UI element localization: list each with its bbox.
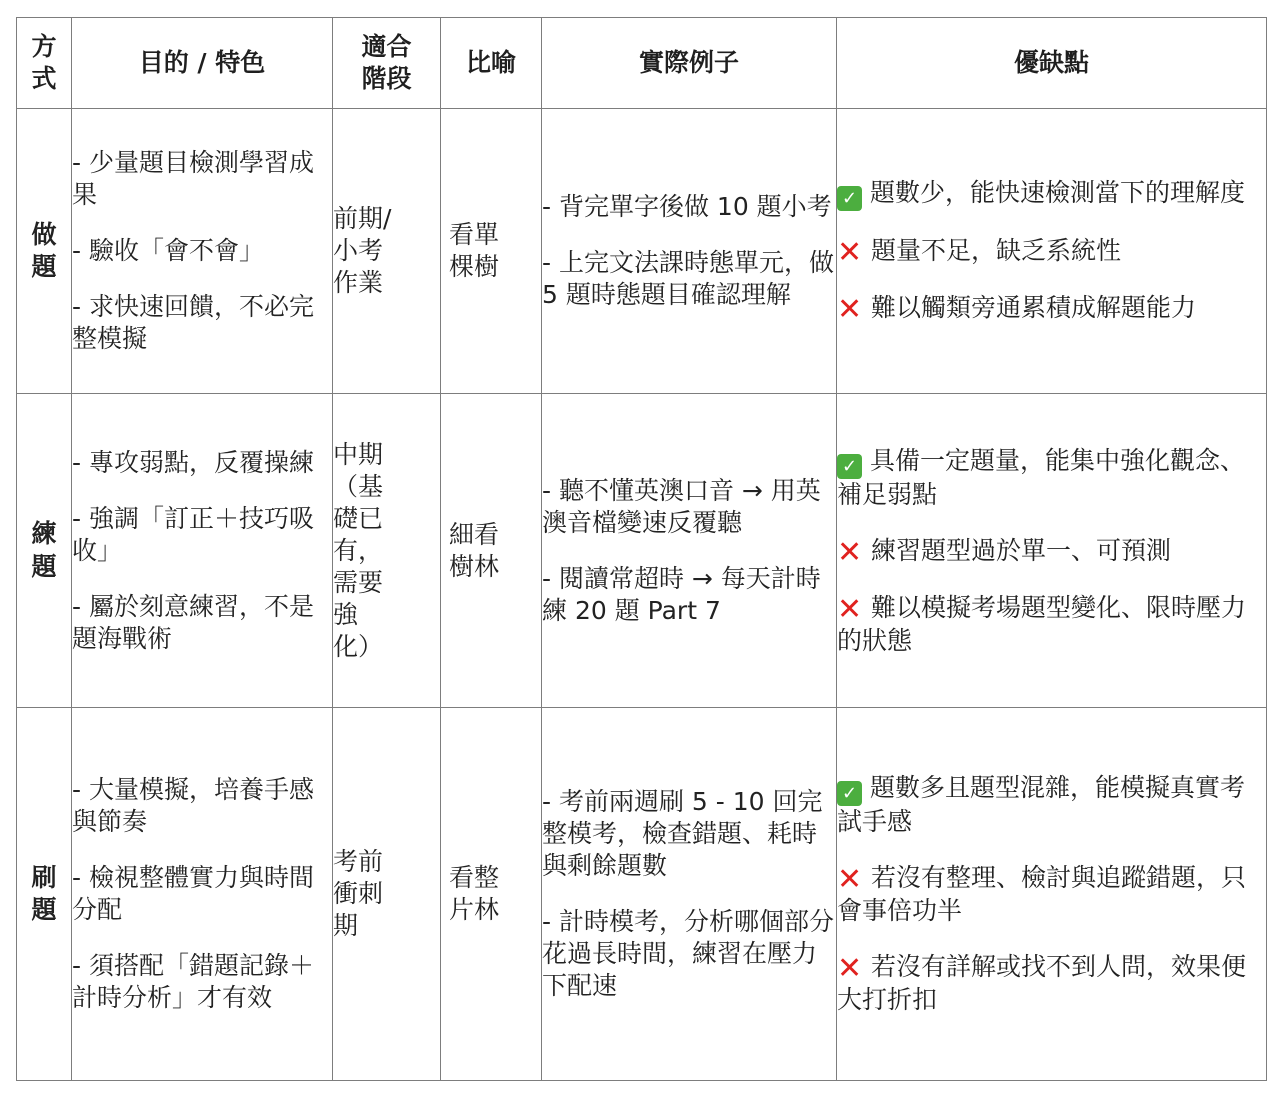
purpose-item: - 驗收「會不會」: [72, 236, 264, 265]
header-purpose: 目的 / 特色: [72, 18, 333, 109]
method-cell: 刷題: [17, 708, 72, 1081]
pro-item: ✓ 題數少，能快速檢測當下的理解度: [837, 177, 1266, 211]
table-row: [17, 708, 1267, 1081]
purpose-item: - 專攻弱點，反覆操練: [72, 447, 314, 477]
proscons-cell: [837, 708, 1267, 1081]
examples-cell: [542, 394, 837, 708]
header-row: [17, 18, 1267, 109]
stage-cell: 考前衝刺期: [333, 708, 441, 1081]
comparison-table: [16, 17, 1267, 1081]
example-item: - 計時模考，分析哪個部分花過長時間，練習在壓力下配速: [542, 907, 834, 1000]
con-item: ✕ 若沒有整理、檢討與追蹤錯題，只會事倍功半: [837, 862, 1247, 925]
example-item: - 背完單字後做 10 題小考: [542, 192, 832, 221]
example-item: - 聽不懂英澳口音 → 用英澳音檔變速反覆聽: [542, 475, 821, 537]
example-item: - 上完文法課時態單元，做 5 題時態題目確認理解: [542, 248, 834, 309]
cross-mark-icon: ✕: [837, 534, 863, 570]
examples-cell: [542, 708, 837, 1081]
table-row: [17, 109, 1267, 394]
method-cell: 做題: [17, 109, 72, 394]
purpose-item: - 大量模擬，培養手感與節奏: [72, 775, 314, 836]
check-mark-icon: ✓: [837, 781, 862, 806]
table-row: [17, 394, 1267, 708]
pro-item: ✓ 具備一定題量，能集中強化觀念、補足弱點: [837, 445, 1246, 509]
purpose-item: - 屬於刻意練習，不是題海戰術: [72, 591, 314, 653]
purpose-item: - 強調「訂正＋技巧吸收」: [72, 503, 314, 565]
purpose-cell: [72, 109, 333, 394]
header-method: 方式: [17, 18, 72, 109]
purpose-item: - 檢視整體實力與時間分配: [72, 863, 314, 924]
purpose-cell: [72, 708, 333, 1081]
purpose-cell: [72, 394, 333, 708]
con-item: ✕ 難以觸類旁通累積成解題能力: [837, 292, 1197, 327]
header-stage: 適合階段: [333, 18, 441, 109]
con-item: ✕ 題量不足，缺乏系統性: [837, 235, 1122, 270]
purpose-item: - 少量題目檢測學習成果: [72, 148, 314, 209]
examples-cell: [542, 109, 837, 394]
check-mark-icon: ✓: [837, 454, 862, 479]
stage-cell: 中期（基礎已有，需要強化）: [333, 394, 441, 708]
pro-item: ✓ 題數多且題型混雜，能模擬真實考試手感: [837, 773, 1246, 836]
metaphor-cell: 細看樹林: [441, 394, 542, 708]
check-mark-icon: ✓: [837, 186, 862, 211]
header-metaphor: 比喻: [441, 18, 542, 109]
cross-mark-icon: ✕: [837, 591, 863, 627]
example-item: - 考前兩週刷 5 - 10 回完整模考，檢查錯題、耗時與剩餘題數: [542, 787, 823, 880]
cross-mark-icon: ✕: [837, 951, 863, 986]
cross-mark-icon: ✕: [837, 235, 863, 270]
cross-mark-icon: ✕: [837, 292, 863, 327]
method-cell: 練題: [17, 394, 72, 708]
metaphor-cell: 看整片林: [441, 708, 542, 1081]
con-item: ✕ 難以模擬考場題型變化、限時壓力的狀態: [837, 591, 1247, 655]
con-item: ✕ 練習題型過於單一、可預測: [837, 534, 1172, 570]
header-proscons: 優缺點: [837, 18, 1267, 109]
purpose-item: - 求快速回饋，不必完整模擬: [72, 292, 314, 353]
cross-mark-icon: ✕: [837, 862, 863, 897]
proscons-cell: [837, 109, 1267, 394]
example-item: - 閱讀常超時 → 每天計時練 20 題 Part 7: [542, 563, 821, 625]
con-item: ✕ 若沒有詳解或找不到人問，效果便大打折扣: [837, 951, 1247, 1014]
header-examples: 實際例子: [542, 18, 837, 109]
purpose-item: - 須搭配「錯題記錄＋計時分析」才有效: [72, 951, 314, 1012]
metaphor-cell: 看單棵樹: [441, 109, 542, 394]
proscons-cell: [837, 394, 1267, 708]
stage-cell: 前期/小考作業: [333, 109, 441, 394]
